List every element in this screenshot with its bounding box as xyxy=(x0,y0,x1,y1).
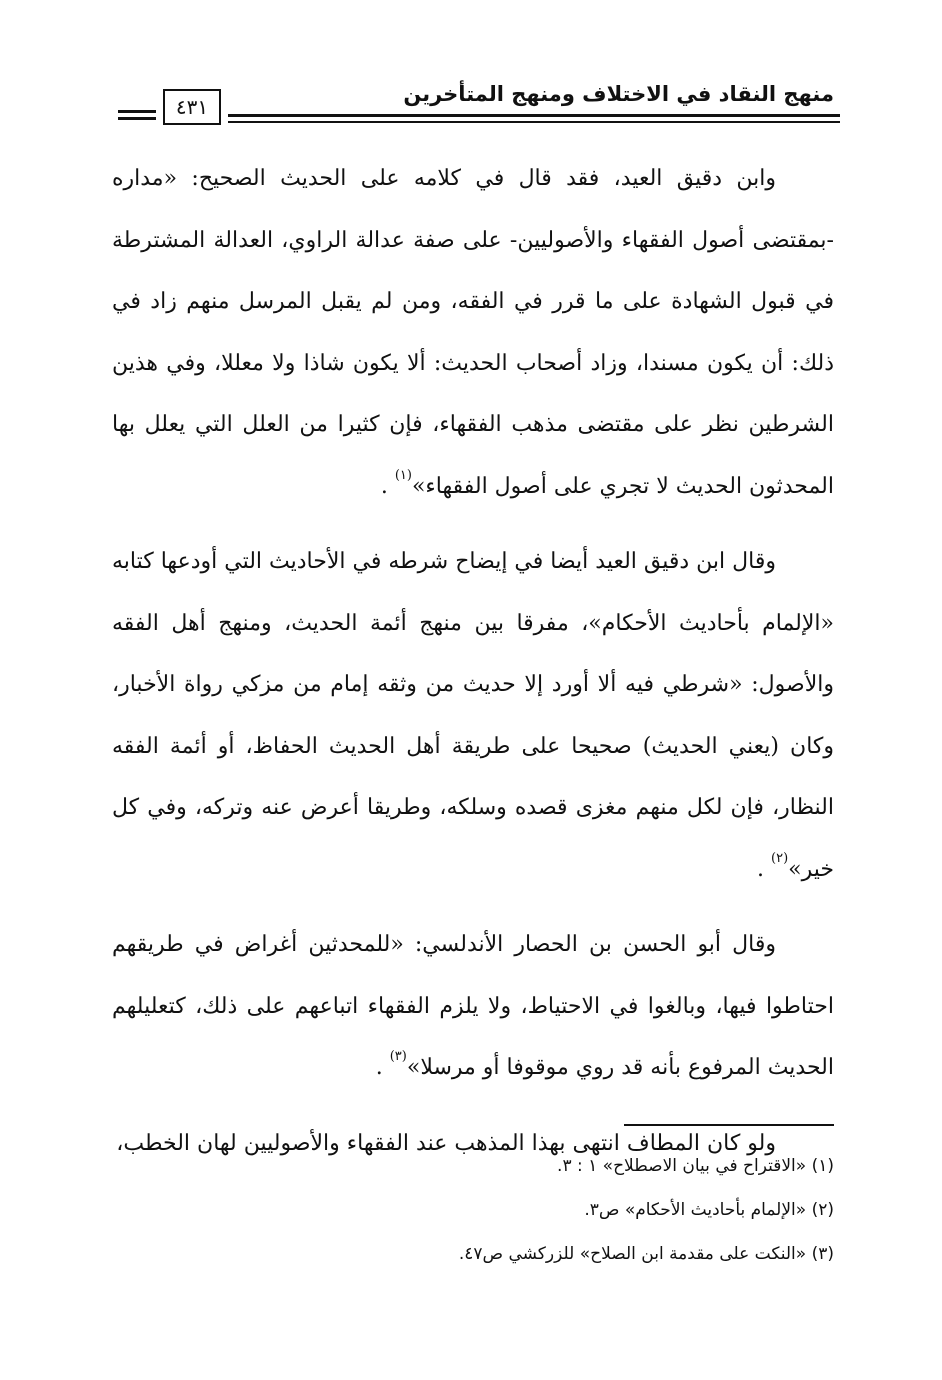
page-number-box xyxy=(163,89,221,125)
page-header xyxy=(0,0,942,140)
body-text xyxy=(112,148,834,1174)
paragraph-tail: . xyxy=(757,856,772,882)
paragraph-1 xyxy=(112,148,834,517)
header-rule-thin xyxy=(228,121,840,123)
paragraph-3 xyxy=(112,914,834,1099)
footnotes xyxy=(112,1144,834,1276)
footnote-marker-1: (١) xyxy=(394,467,412,483)
footnote-marker-3: (٣) xyxy=(389,1049,407,1064)
paragraph-tail: . xyxy=(380,473,395,499)
paragraph-text: ولو كان المطاف انتهى بهذا المذهب عند الفقهاء والأصوليين لهان الخطب، xyxy=(116,1130,776,1156)
paragraph-text: وابن دقيق العيد، فقد قال في كلامه على الحديث الصحيح: «مداره -بمقتضى أصول الفقهاء والأصوليين- على صفة عدالة الراوي، العدالة المشترطة في قبول الشهادة على ما قرر في الفقه، ومن لم يقبل المرسل منهم زاد في ذلك: أن يكون مسندا، وزاد أصحاب الحديث: ألا يكون شاذا ولا معللا، وفي هذين الشرطين نظر على مقتضى مذهب الفقهاء، فإن كثيرا من العلل التي يعلل بها المحدثون الحديث لا تجري على أصول الفقهاء» xyxy=(112,166,834,499)
paragraph-text: وقال أبو الحسن بن الحصار الأندلسي: «للمحدثين أغراض في طريقهم احتاطوا فيها، وبالغوا في الاحتياط، ولا يلزم الفقهاء اتباعهم على ذلك، كتعليلهم الحديث المرفوع بأنه قد روي موقوفا أو مرسلا» xyxy=(112,932,834,1080)
footnote-marker-2: (٢) xyxy=(771,850,789,866)
header-stub-rule-bottom xyxy=(118,117,156,120)
running-title: منهج النقاد في الاختلاف ومنهج المتأخرين xyxy=(403,82,834,106)
footnote-3: (٣) «النكت على مقدمة ابن الصلاح» للزركشي ص٤٧. xyxy=(458,1244,834,1264)
footnote-1: (١) «الاقتراح في بيان الاصطلاح» ١ : ٣. xyxy=(557,1156,834,1176)
header-rule-thick xyxy=(228,114,840,117)
footnote-separator xyxy=(624,1124,834,1126)
page-number: ٤٣١ xyxy=(175,95,209,119)
paragraph-text: وقال ابن دقيق العيد أيضا في إيضاح شرطه في الأحاديث التي أودعها كتابه «الإلمام بأحاديث الأحكام»، مفرقا بين منهج أئمة الحديث، ومنهج أهل الفقه والأصول: «شرطي فيه ألا أورد إلا حديث من وثقه إمام من مزكي رواة الأخبار، وكان (يعني الحديث) صحيحا على طريقة أهل الحديث الحفاظ، أو أئمة الفقه النظار، فإن لكل منهم مغزى قصده وسلكه، وطريقا أعرض عنه وتركه، وفي كل خير» xyxy=(112,549,834,882)
paragraph-2 xyxy=(112,531,834,900)
header-stub-rule-top xyxy=(118,110,156,113)
paragraph-tail: . xyxy=(375,1055,390,1080)
footnote-2: (٢) «الإلمام بأحاديث الأحكام» ص٣. xyxy=(584,1200,834,1220)
